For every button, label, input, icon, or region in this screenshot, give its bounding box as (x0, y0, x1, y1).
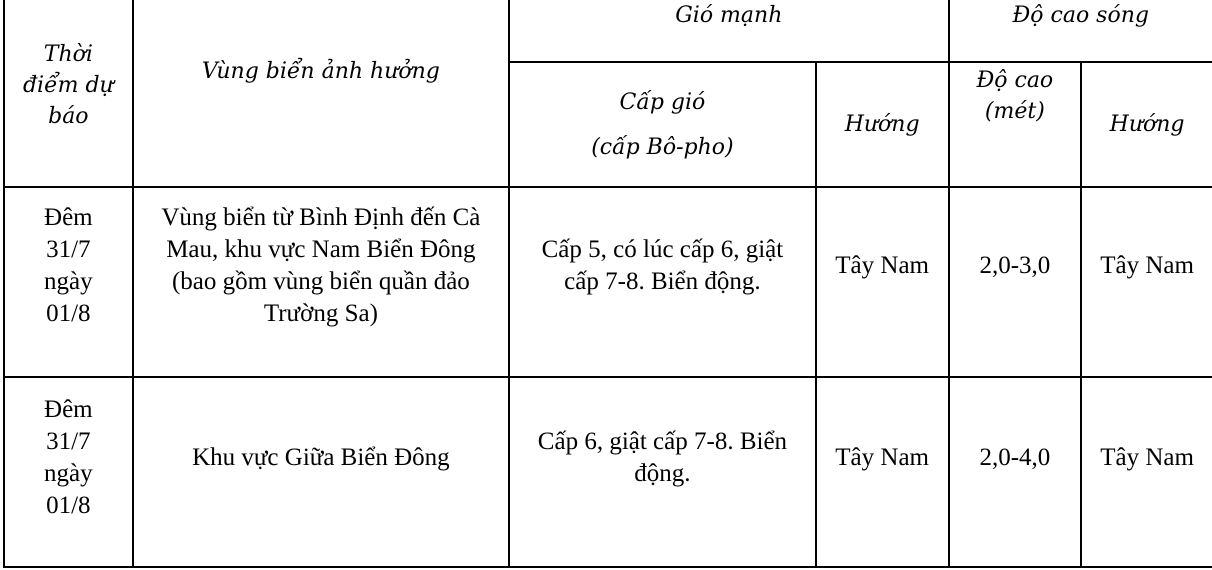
header-wave-height-line: Độ cao (976, 68, 1054, 93)
wave-direction-value: Tây Nam (1100, 444, 1194, 471)
table-row (4, 377, 1212, 567)
wind-direction-value: Tây Nam (835, 252, 929, 279)
header-wind-direction (816, 62, 949, 187)
cell-wind-level (509, 377, 816, 567)
header-wave-height-line: (mét) (984, 99, 1045, 124)
region-line: (bao gồm vùng biển quần đảo (171, 268, 470, 295)
time-line: Đêm (44, 396, 93, 423)
header-wave-height (949, 62, 1082, 187)
cell-wave-direction (1081, 187, 1212, 377)
cell-forecast-time (4, 377, 133, 567)
wind-level-line: Cấp 6, giật cấp 7-8. Biển (537, 428, 788, 455)
header-time-line: báo (48, 103, 89, 129)
header-time-line: Thời (43, 41, 93, 67)
region-line: Khu vực Giữa Biển Đông (192, 444, 450, 471)
header-wind-level-line: (cấp Bô-pho) (591, 134, 734, 160)
cell-forecast-time (4, 187, 133, 377)
cell-region (133, 187, 509, 377)
header-strong-wind-group (509, 0, 948, 62)
time-line: Đêm (44, 204, 93, 231)
region-line: Mau, khu vực Nam Biển Đông (166, 236, 476, 263)
header-forecast-time (4, 0, 133, 187)
marine-forecast-table (3, 0, 1212, 568)
time-line: 01/8 (46, 492, 91, 519)
header-region-label: Vùng biển ảnh hưởng (201, 59, 440, 84)
header-affected-region (133, 0, 509, 187)
cell-wind-level (509, 187, 816, 377)
wave-height-value: 2,0-4,0 (979, 444, 1051, 471)
cell-wave-direction (1081, 377, 1212, 567)
wind-direction-value: Tây Nam (835, 444, 929, 471)
wind-level-line: động. (634, 460, 691, 487)
header-wind-level (509, 62, 816, 187)
header-wave-height-label: Độ cao sóng (1012, 3, 1149, 28)
table-row (4, 187, 1212, 377)
time-line: 31/7 (46, 236, 91, 263)
cell-wave-height (949, 187, 1082, 377)
cell-wave-height (949, 377, 1082, 567)
wave-height-value: 2,0-3,0 (979, 252, 1051, 279)
header-time-line: điểm dự (22, 72, 114, 98)
cell-region (133, 377, 509, 567)
header-wind-level-line: Cấp gió (619, 89, 706, 115)
wave-direction-value: Tây Nam (1100, 252, 1194, 279)
time-line: ngày (44, 268, 93, 295)
header-wind-direction-label: Hướng (844, 112, 920, 137)
time-line: 31/7 (46, 428, 91, 455)
header-wave-direction (1081, 62, 1212, 187)
region-line: Vùng biển từ Bình Định đến Cà (161, 204, 481, 231)
wind-level-line: Cấp 5, có lúc cấp 6, giật (541, 236, 784, 263)
header-strong-wind-label: Gió mạnh (675, 3, 783, 28)
time-line: 01/8 (46, 300, 91, 327)
header-wave-height-group (949, 0, 1212, 62)
region-line: Trường Sa) (263, 300, 378, 327)
time-line: ngày (44, 460, 93, 487)
cell-wind-direction (816, 377, 949, 567)
header-wave-direction-label: Hướng (1109, 112, 1185, 137)
wind-level-line: cấp 7-8. Biển động. (564, 268, 761, 295)
cell-wind-direction (816, 187, 949, 377)
